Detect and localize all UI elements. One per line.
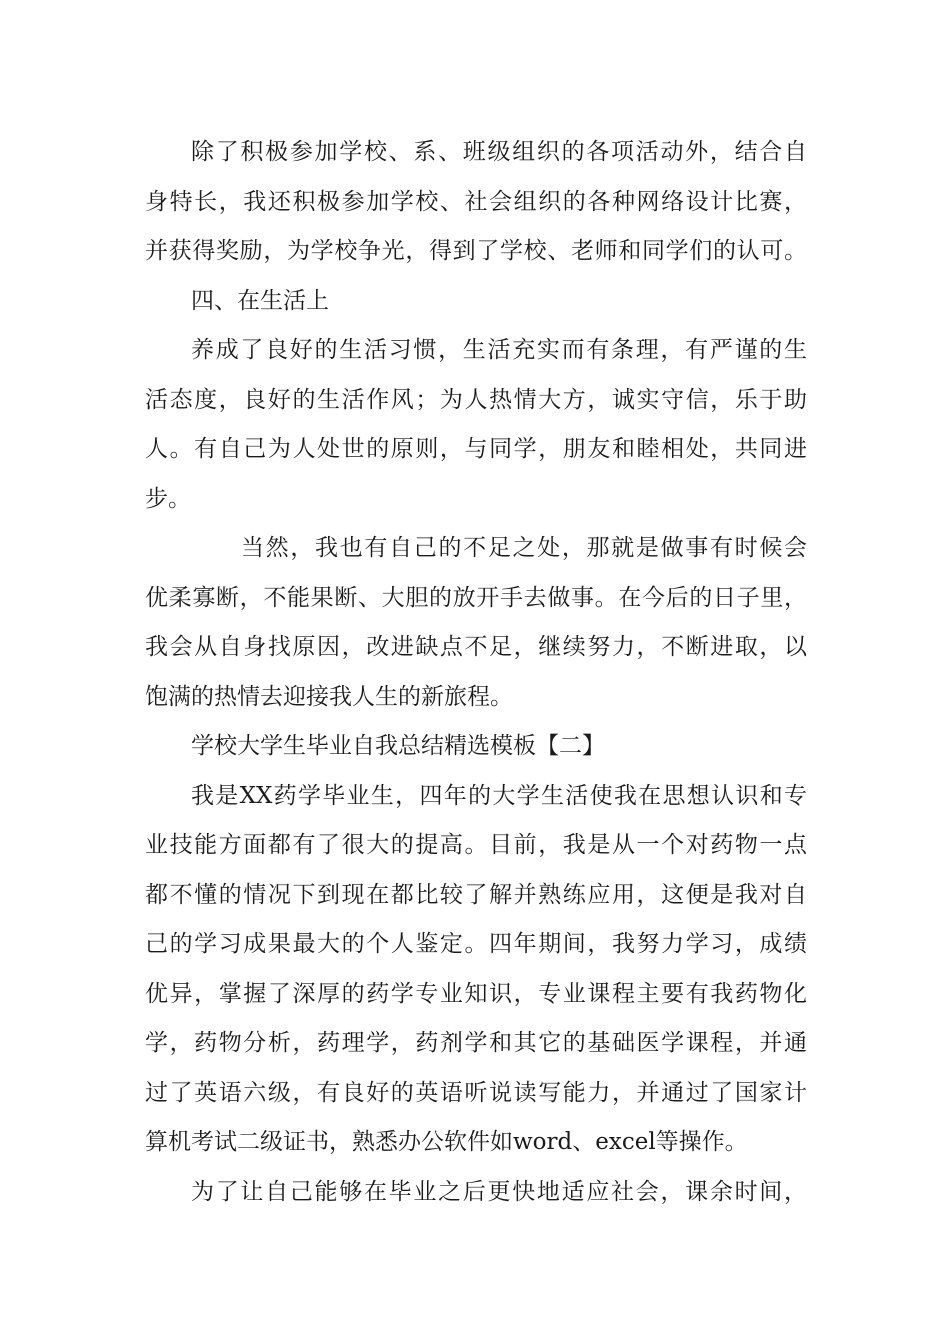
paragraph [145, 128, 807, 277]
paragraph [145, 772, 807, 1168]
text-line: 活态度，良好的生活作风；为人热情大方，诚实守信，乐于助 [145, 386, 807, 413]
text-line: 过了英语六级，有良好的英语听说读写能力，并通过了国家计 [145, 1079, 807, 1106]
text-line: 我会从自身找原因，改进缺点不足，继续努力，不断进取，以 [145, 634, 807, 660]
text-line: 养成了良好的生活习惯，生活充实而有条理，有严谨的生 [191, 337, 807, 363]
paragraph [145, 1168, 807, 1218]
text-line: 除了积极参加学校、系、班级组织的各项活动外，结合自 [191, 139, 807, 165]
text-line: 步。 [145, 485, 191, 512]
document-body [145, 128, 807, 1217]
text-line: 当然，我也有自己的不足之处，那就是做事有时候会 [241, 535, 807, 561]
text-line: 人。有自己为人处世的原则，与同学，朋友和睦相处，共同进 [145, 436, 807, 462]
section-heading-text: 四、在生活上 [191, 287, 329, 314]
section-heading [145, 277, 807, 327]
text-line: 业技能方面都有了很大的提高。目前，我是从一个对药物一点 [145, 832, 807, 858]
text-line: 身特长，我还积极参加学校、社会组织的各种网络设计比赛， [145, 188, 807, 215]
paragraph [145, 524, 807, 722]
text-line: 己的学习成果最大的个人鉴定。四年期间，我努力学习，成绩 [145, 931, 807, 957]
text-line: 算机考试二级证书，熟悉办公软件如word、excel等操作。 [145, 1129, 748, 1155]
paragraph [145, 326, 807, 524]
text-line: 为了让自己能够在毕业之后更快地适应社会，课余时间， [191, 1178, 807, 1205]
text-line: 饱满的热情去迎接我人生的新旅程。 [145, 683, 513, 710]
text-line: 我是XX药学毕业生，四年的大学生活使我在思想认识和专 [191, 782, 807, 809]
text-line: 优柔寡断，不能果断、大胆的放开手去做事。在今后的日子里， [145, 584, 807, 611]
text-line: 都不懂的情况下到现在都比较了解并熟练应用，这便是我对自 [145, 881, 807, 908]
text-line: 优异，掌握了深厚的药学专业知识，专业课程主要有我药物化 [145, 980, 807, 1007]
text-line: 学，药物分析，药理学，药剂学和其它的基础医学课程，并通 [145, 1030, 807, 1056]
section-heading [145, 722, 807, 772]
section-heading-text: 学校大学生毕业自我总结精选模板【二】 [191, 733, 605, 759]
text-line: 并获得奖励，为学校争光，得到了学校、老师和同学们的认可。 [145, 238, 807, 264]
